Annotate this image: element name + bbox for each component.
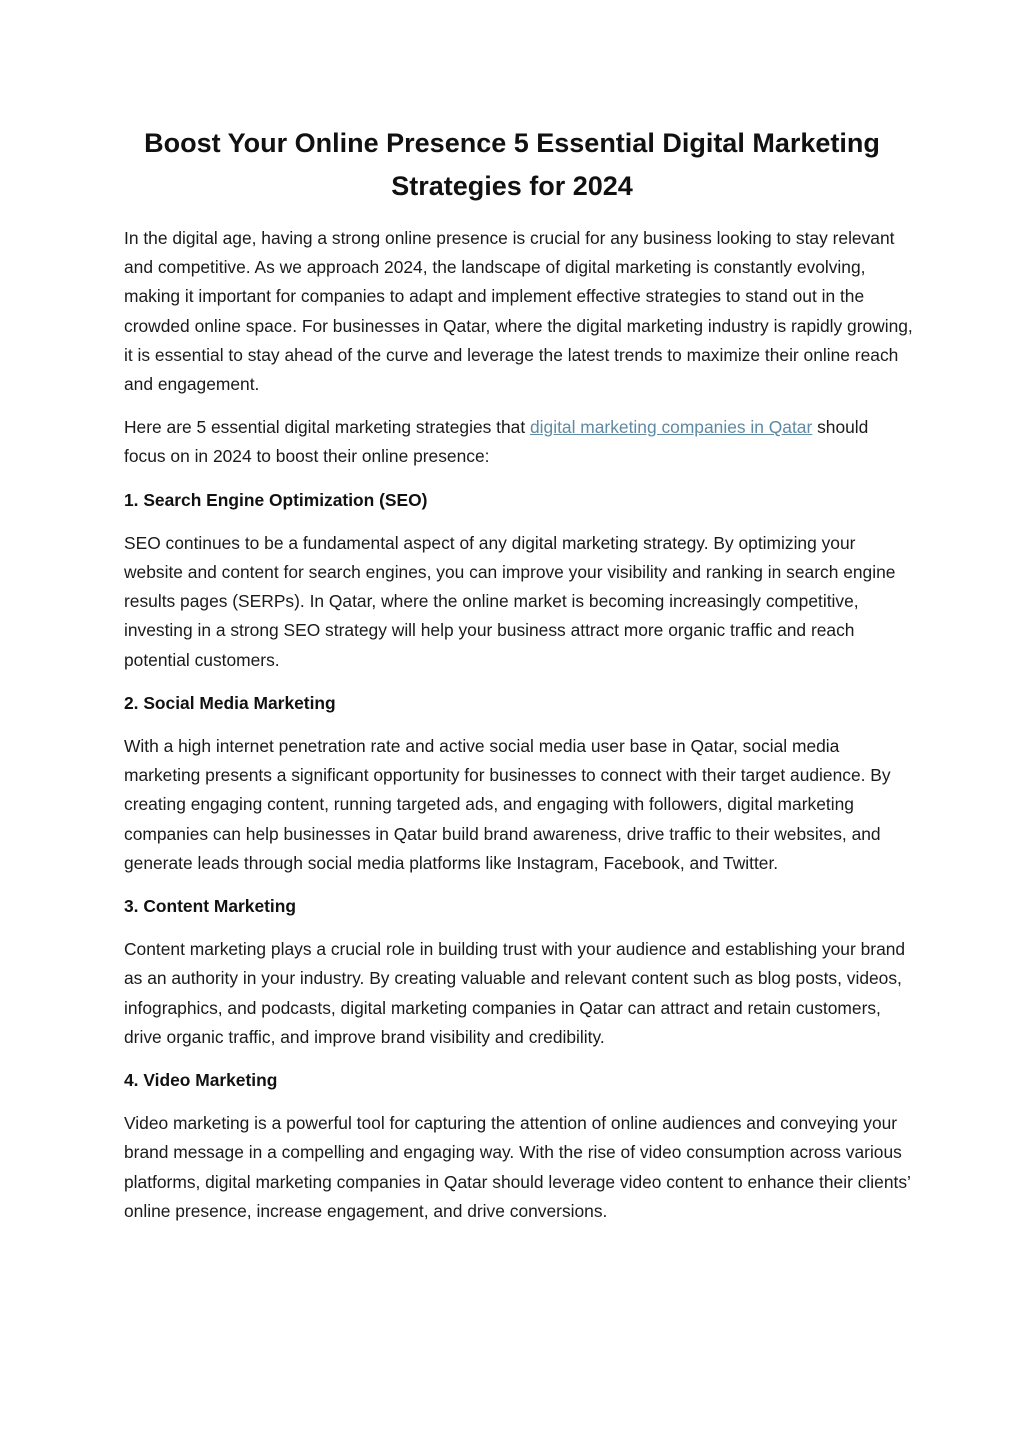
- section-body: Content marketing plays a crucial role in building trust with your audience and establishing your brand as an authority in your industry. By creating valuable and relevant content such as blog posts, videos, infographics, and podcasts, digital marketing companies in Qatar can attract and retain customers, drive organic traffic, and improve brand visibility and credibility.: [124, 939, 906, 1047]
- section-video-marketing: [124, 1066, 914, 1226]
- digital-marketing-companies-link[interactable]: digital marketing companies in Qatar: [530, 417, 813, 438]
- intro-paragraph: In the digital age, having a strong online presence is crucial for any business looking to stay relevant and competitive. As we approach 2024, the landscape of digital marketing is constantly evolving, making it important for companies to adapt and implement effective strategies to stand out in the crowded online space. For businesses in Qatar, where the digital marketing industry is rapidly growing, it is essential to stay ahead of the curve and leverage the latest trends to maximize their online reach and engagement.: [124, 228, 913, 395]
- section-heading: 1. Search Engine Optimization (SEO): [124, 489, 428, 510]
- lead-in-text-after: should focus on in 2024 to boost their online presence:: [124, 417, 869, 467]
- section-heading: 2. Social Media Marketing: [124, 692, 336, 713]
- section-heading: 4. Video Marketing: [124, 1070, 278, 1091]
- lead-in-text-before: Here are 5 essential digital marketing strategies that: [124, 417, 530, 438]
- section-seo: [124, 486, 914, 675]
- section-social-media: [124, 689, 914, 878]
- document-body: [124, 224, 914, 1240]
- section-content-marketing: [124, 892, 914, 1052]
- lead-in-paragraph: [124, 413, 914, 471]
- section-body: With a high internet penetration rate and active social media user base in Qatar, social media marketing presents a significant opportunity for businesses to connect with their target audience. By creating engaging content, running targeted ads, and engaging with followers, digital marketing companies can help businesses in Qatar build brand awareness, drive traffic to their websites, and generate leads through social media platforms like Instagram, Facebook, and Twitter.: [124, 736, 891, 873]
- section-body: Video marketing is a powerful tool for capturing the attention of online audiences and conveying your brand message in a compelling and engaging way. With the rise of video consumption across various platforms, digital marketing companies in Qatar should leverage video content to enhance their clients’ online presence, increase engagement, and drive conversions.: [124, 1113, 911, 1221]
- section-body: SEO continues to be a fundamental aspect of any digital marketing strategy. By optimizing your website and content for search engines, you can improve your visibility and ranking in search engine results pages (SERPs). In Qatar, where the online market is becoming increasingly competitive, investing in a strong SEO strategy will help your business attract more organic traffic and reach potential customers.: [124, 532, 896, 670]
- section-heading: 3. Content Marketing: [124, 896, 296, 917]
- document-title: Boost Your Online Presence 5 Essential Digital Marketing Strategies for 2024: [144, 128, 880, 201]
